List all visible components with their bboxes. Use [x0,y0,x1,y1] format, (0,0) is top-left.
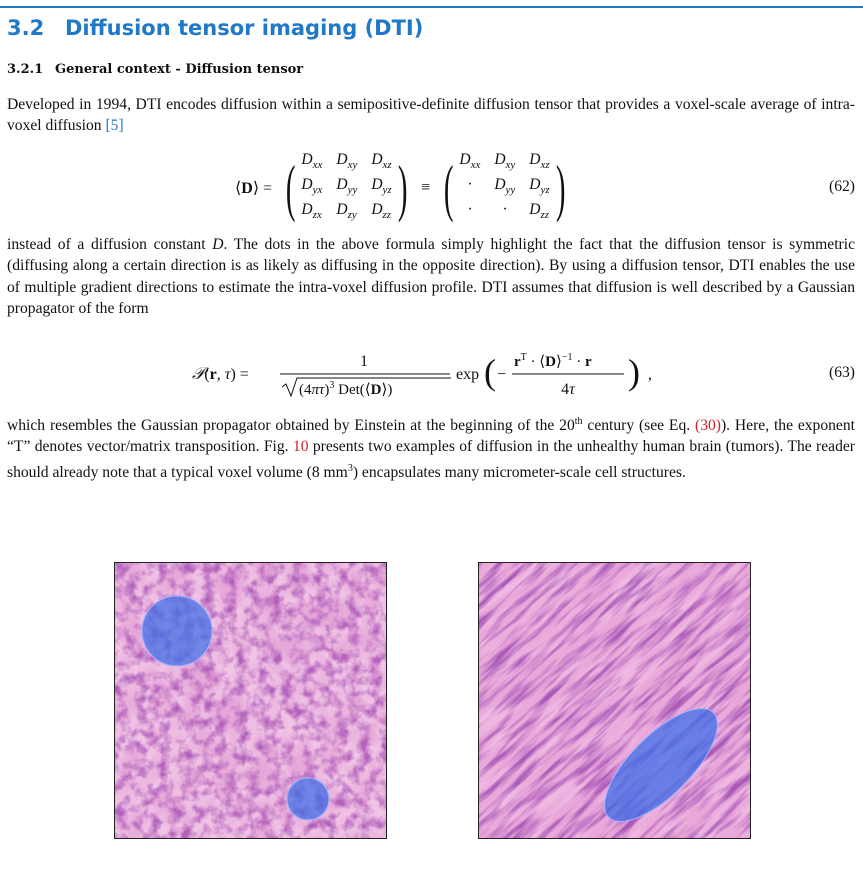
paragraph-intro: Developed in 1994, DTI encodes diffusion within a semipositive-definite diffusion tensor that provides a voxel-scale average of intra-voxel diffusion [5] [7,96,855,135]
equation-number-62: (62) [829,178,855,195]
subsection-title: General context - Diffusion tensor [55,62,304,77]
diffusion-sphere-large [142,596,212,666]
section-heading [7,16,423,40]
svg-text:,: , [648,366,652,383]
svg-text:−: − [497,366,507,383]
paragraph-tensor: instead of a diffusion constant D. The dots in the above formula simply highlight the fact that the diffusion tensor is symmetric (diffusing along a certain direction is as likely as diffusing in the opposite direction). By using a diffusion tensor, DTI enables the use of multiple gradient directions to estimate the intra-voxel diffusion profile. DTI assumes that diffusion is well described by a Gaussian propagator of the form [7,236,855,317]
svg-text:rT · ⟨D⟩−1 · r: $r^T$ · ⟨D⟩$^{-1}$ · r [514,352,592,370]
svg-text:4τ: 4τ [561,381,575,398]
gaussian-propagator-formula [192,342,792,402]
tensor-matrix-full: $D_{xx}$ $D_{xy}$ $D_{xz}$ $D_{yx}$ $D_{yy}$ $D_{yz}$ $D_{zx}$ $D_{zy}$ $D_{zz}$ [301,150,392,222]
equation-62: ⟨D⟩ = ( $D_{xx}$ $D_{xy}$ $D_{xz}$ $D_{yx}$ $D_{yy}$ $D_{yz}$ $D_{zx}$ $D_{zy}$ $D_{zz}$ ) ≡ ( $D_{xx}$ $D_{xy}$ $D_{xz}$ · $D_{yy}$ $D_{yz}$ · · $D_{zz}$ ) (62) [7,150,855,225]
subsection-heading [7,62,303,77]
equation-63 [7,342,855,402]
paragraph-einstein: which resembles the Gaussian propagator obtained by Einstein at the beginning of the 20th century (see Eq. (30)). Here, the exponent “T” denotes vector/matrix transposition. Fig. 10 presents two examples of diffusion in the unhealthy human brain (tumors). The reader should already note that a typical voxel volume (8 $mm^3$) encapsulates many micrometer-scale cell structures. [7,416,855,481]
section-title: Diffusion tensor imaging (DTI) [65,16,424,40]
equation-number-63: (63) [829,364,855,381]
histology-image-isotropic [114,562,387,839]
diffusion-sphere-small [287,778,329,820]
svg-text:1: 1 [360,353,368,370]
tensor-matrix-symmetric: $D_{xx}$ $D_{xy}$ $D_{xz}$ · $D_{yy}$ $D_{yz}$ · · $D_{zz}$ [459,150,550,222]
svg-text:(4πτ)3 Det(⟨D⟩): $(4\pi\tau)^3$ Det(⟨D⟩) [299,380,393,398]
section-number: 3.2 [7,16,45,40]
citation-link[interactable]: [5] [105,117,124,135]
equation-ref-link[interactable]: (30) [695,417,721,435]
svg-text:𝒫(r, τ) =: 𝒫(r, τ) = [192,364,249,384]
figure-ref-link[interactable]: 10 [292,438,309,456]
top-rule [0,6,863,8]
svg-text:(: ( [484,352,496,392]
figure-caption-cutoff [0,878,863,889]
histology-image-anisotropic [478,562,751,839]
svg-text:): ) [628,352,640,392]
subsection-number: 3.2.1 [7,62,44,77]
svg-text:exp: exp [456,366,480,383]
